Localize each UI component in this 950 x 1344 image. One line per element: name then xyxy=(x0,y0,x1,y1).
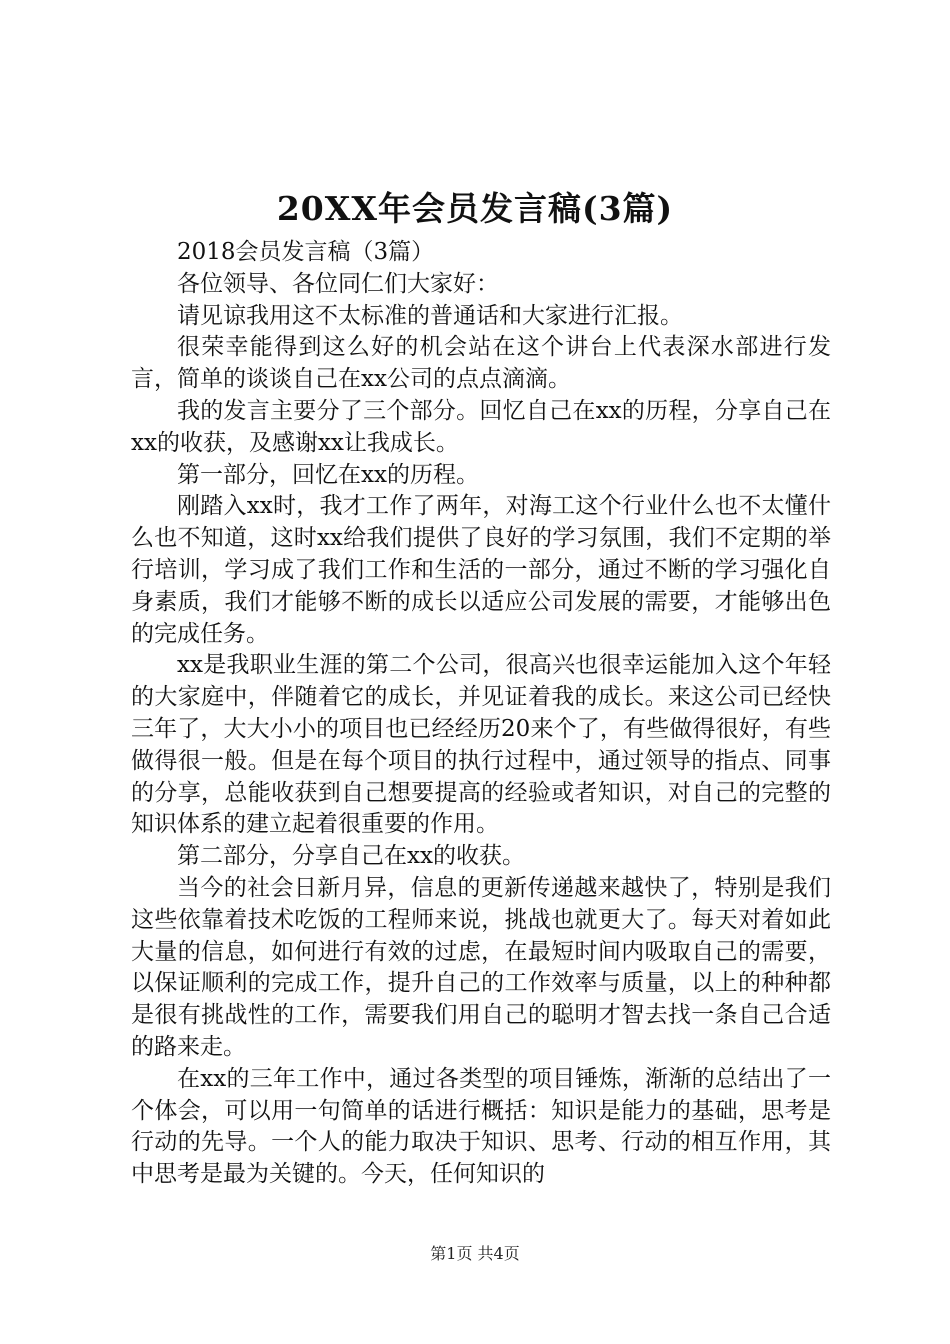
paragraph: 很荣幸能得到这么好的机会站在这个讲台上代表深水部进行发言，简单的谈谈自己在xx公司的点点滴滴。 xyxy=(131,334,831,393)
page-footer: 第1页 共4页 xyxy=(430,1244,520,1263)
paragraph: 我的发言主要分了三个部分。回忆自己在xx的历程，分享自己在xx的收获，及感谢xx让我成长。 xyxy=(131,397,831,456)
section-heading-part-two: 第二部分，分享自己在xx的收获。 xyxy=(177,843,525,870)
document-body xyxy=(131,237,831,1191)
document-title: 20XX年会员发言稿(3篇) xyxy=(276,189,674,228)
paragraph: 刚踏入xx时，我才工作了两年，对海工这个行业什么也不太懂什么也不知道，这时xx给我们提供了良好的学习氛围，我们不定期的举行培训，学习成了我们工作和生活的一部分，通过不断的学习强化自身素质，我们才能够不断的成长以适应公司发展的需要，才能够出色的完成任务。 xyxy=(131,493,831,647)
paragraph-greeting: 各位领导、各位同仁们大家好： xyxy=(177,270,499,297)
paragraph: 在xx的三年工作中，通过各类型的项目锤炼，渐渐的总结出了一个体会，可以用一句简单的话进行概括：知识是能力的基础，思考是行动的先导。一个人的能力取决于知识、思考、行动的相互作用，其中思考是最为关键的。今天，任何知识的 xyxy=(131,1065,831,1188)
paragraph: 请见谅我用这不太标准的普通话和大家进行汇报。 xyxy=(177,302,683,329)
paragraph: xx是我职业生涯的第二个公司，很高兴也很幸运能加入这个年轻的大家庭中，伴随着它的成长，并见证着我的成长。来这公司已经快三年了，大大小小的项目也已经经历20来个了，有些做得很好，有些做得很一般。但是在每个项目的执行过程中，通过领导的指点、同事的分享，总能收获到自己想要提高的经验或者知识，对自己的完整的知识体系的建立起着很重要的作用。 xyxy=(131,652,831,838)
paragraph: 当今的社会日新月异，信息的更新传递越来越快了，特别是我们这些依靠着技术吃饭的工程师来说，挑战也就更大了。每天对着如此大量的信息，如何进行有效的过虑，在最短时间内吸取自己的需要，以保证顺利的完成工作，提升自己的工作效率与质量，以上的种种都是很有挑战性的工作，需要我们用自己的聪明才智去找一条自己合适的路来走。 xyxy=(131,874,831,1060)
paragraph-subtitle: 2018会员发言稿（3篇） xyxy=(177,239,435,265)
section-heading-part-one: 第一部分，回忆在xx的历程。 xyxy=(177,461,479,488)
